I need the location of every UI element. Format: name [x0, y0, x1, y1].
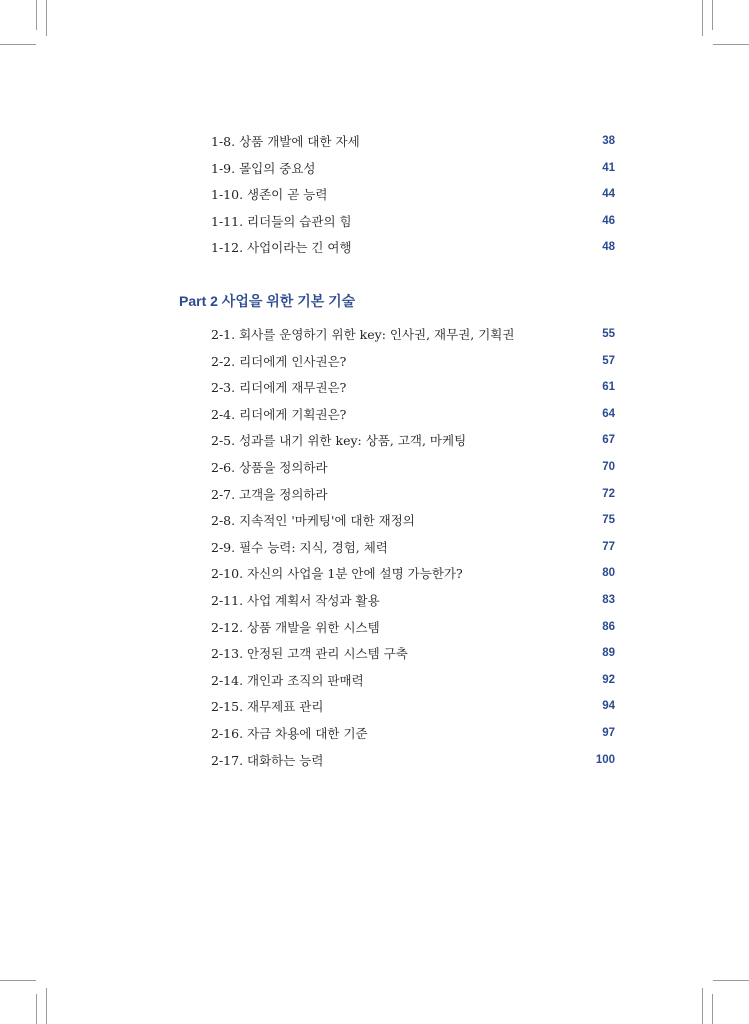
toc-entry-title: 2-3. 리더에게 재무권은? — [211, 380, 347, 395]
toc-entry-page: 41 — [602, 162, 615, 174]
toc-entry-page: 70 — [602, 461, 615, 473]
toc-entry[interactable] — [211, 643, 615, 663]
toc-entry[interactable] — [211, 351, 615, 371]
toc-entry-title: 2-1. 회사를 운영하기 위한 key: 인사권, 재무권, 기획권 — [211, 327, 515, 342]
toc-entry-title: 2-7. 고객을 정의하라 — [211, 487, 328, 502]
toc-entry[interactable] — [211, 563, 615, 583]
toc-entry-title: 2-10. 자신의 사업을 1분 안에 설명 가능한가? — [211, 566, 463, 581]
toc-entry[interactable] — [211, 158, 615, 178]
toc-entry-page: 55 — [602, 328, 615, 340]
toc-entry-title: 2-9. 필수 능력: 지식, 경험, 체력 — [211, 540, 388, 555]
toc-entry[interactable] — [211, 211, 615, 231]
toc-entry-title: 1-12. 사업이라는 긴 여행 — [211, 240, 352, 255]
toc-entry[interactable] — [211, 510, 615, 530]
toc-entry-title: 2-15. 재무제표 관리 — [211, 699, 324, 714]
toc-entry-page: 38 — [602, 135, 615, 147]
toc-entry[interactable] — [211, 537, 615, 557]
toc-entry[interactable] — [211, 590, 615, 610]
toc-entry[interactable] — [211, 696, 615, 716]
toc-entry-page: 100 — [595, 754, 615, 766]
toc-entry-title: 2-14. 개인과 조직의 판매력 — [211, 673, 364, 688]
toc-entry[interactable] — [211, 131, 615, 151]
toc-entry-title: 2-17. 대화하는 능력 — [211, 753, 324, 768]
toc-entry-title: 2-4. 리더에게 기획권은? — [211, 407, 347, 422]
toc-entry-page: 67 — [602, 434, 615, 446]
toc-entry[interactable] — [211, 617, 615, 637]
toc-entry-title: 1-9. 몰입의 중요성 — [211, 161, 316, 176]
toc-entry-page: 80 — [602, 567, 615, 579]
toc-entry-title: 2-16. 자금 차용에 대한 기준 — [211, 726, 368, 741]
toc-entry-page: 89 — [602, 647, 615, 659]
toc-entry-page: 44 — [602, 188, 615, 200]
toc-entry-title: 2-13. 안정된 고객 관리 시스템 구축 — [211, 646, 408, 661]
toc-entry[interactable] — [211, 324, 615, 344]
toc-entry[interactable] — [211, 457, 615, 477]
toc-entry-page: 46 — [602, 215, 615, 227]
toc-entry-page: 83 — [602, 594, 615, 606]
toc-entry-page: 97 — [602, 727, 615, 739]
toc-entry-title: 2-8. 지속적인 '마케팅'에 대한 재정의 — [211, 513, 415, 528]
toc-entry-title: 2-6. 상품을 정의하라 — [211, 460, 328, 475]
toc-entry-title: 1-10. 생존이 곧 능력 — [211, 187, 328, 202]
toc-entry[interactable] — [211, 404, 615, 424]
toc-entry-page: 61 — [602, 381, 615, 393]
toc-entry-title: 2-12. 상품 개발을 위한 시스템 — [211, 620, 380, 635]
toc-entry-page: 94 — [602, 700, 615, 712]
toc-entry[interactable] — [211, 430, 615, 450]
toc-entry-page: 75 — [602, 514, 615, 526]
toc-entry-page: 48 — [602, 241, 615, 253]
toc-entry[interactable] — [211, 750, 615, 770]
toc-entry[interactable] — [211, 484, 615, 504]
part-heading: Part 2 사업을 위한 기본 기술 — [179, 293, 356, 309]
toc-entry[interactable] — [211, 723, 615, 743]
toc-entry-title: 2-11. 사업 계획서 작성과 활용 — [211, 593, 380, 608]
toc-entry-title: 2-5. 성과를 내기 위한 key: 상품, 고객, 마케팅 — [211, 433, 467, 448]
toc-entry-page: 72 — [602, 488, 615, 500]
toc-entry-page: 86 — [602, 621, 615, 633]
toc-entry-page: 64 — [602, 408, 615, 420]
toc-entry-page: 92 — [602, 674, 615, 686]
toc-entry[interactable] — [211, 377, 615, 397]
toc-entry-page: 77 — [602, 541, 615, 553]
toc-entry-title: 1-11. 리더들의 습관의 힘 — [211, 214, 352, 229]
toc-entry-title: 1-8. 상품 개발에 대한 자세 — [211, 134, 360, 149]
toc-entry[interactable] — [211, 184, 615, 204]
toc-entry[interactable] — [211, 237, 615, 257]
toc-entry-page: 57 — [602, 355, 615, 367]
toc-entry-title: 2-2. 리더에게 인사권은? — [211, 354, 347, 369]
toc-entry[interactable] — [211, 670, 615, 690]
